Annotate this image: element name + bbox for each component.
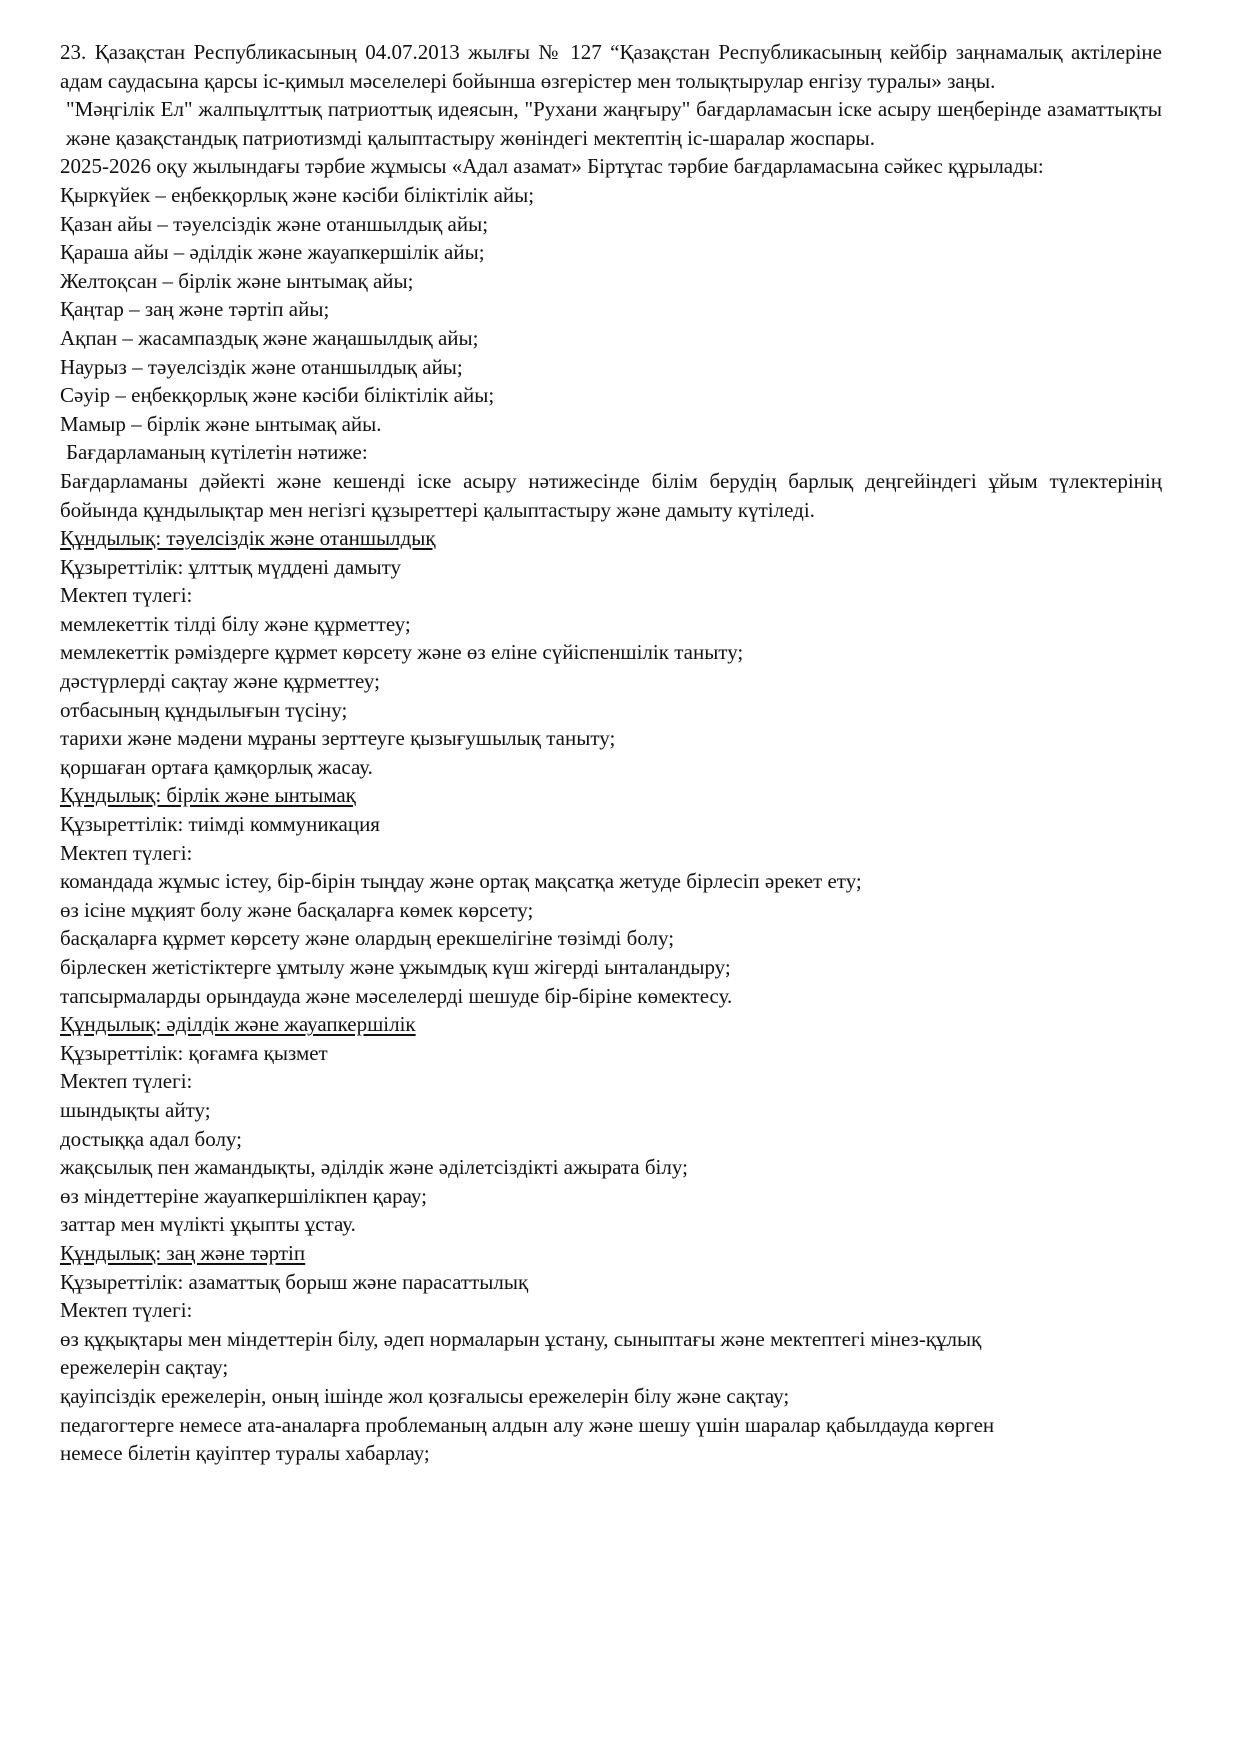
graduate-item: ережелерін сақтау;: [60, 1355, 229, 1380]
graduate-item: тарихи және мәдени мұраны зерттеуге қызығушылық таныту;: [60, 726, 616, 751]
value-section: [60, 1010, 1162, 1239]
competence-line: Құзыреттілік: азаматтық борыш және парасаттылық: [60, 1269, 529, 1294]
competence-line: Құзыреттілік: қоғамға қызмет: [60, 1040, 328, 1065]
graduate-item: дәстүрлерді сақтау және құрметтеу;: [60, 669, 380, 694]
graduate-label: Мектеп түлегі:: [60, 583, 193, 608]
value-title: Құндылық: заң және тәртіп: [60, 1240, 306, 1265]
value-title: Құндылық: бірлік және ынтымақ: [60, 783, 356, 808]
graduate-item: заттар мен мүлікті ұқыпты ұстау.: [60, 1212, 356, 1237]
month-item: Қыркүйек – еңбекқорлық және кәсіби біліктілік айы;: [60, 182, 535, 207]
document-page: [60, 38, 1162, 1468]
month-item: Қаңтар – заң және тәртіп айы;: [60, 297, 330, 322]
plan-paragraph: "Мәңгілік Ел" жалпыұлттық патриоттық идеясын, "Рухани жаңғыру" бағдарламасын іске асыру шеңберінде азаматтықты және қазақстандық патриотизмді қалыптастыру жөніндегі мектептің іс-шаралар жоспары.: [66, 97, 1162, 150]
graduate-item: мемлекеттік рәміздерге құрмет көрсету және өз еліне сүйіспеншілік таныту;: [60, 640, 744, 665]
month-item: Желтоқсан – бірлік және ынтымақ айы;: [60, 268, 414, 293]
month-item: Сәуір – еңбекқорлық және кәсіби біліктілік айы;: [60, 383, 495, 408]
graduate-item: шындықты айту;: [60, 1097, 211, 1122]
graduate-item: өз ісіне мұқият болу және басқаларға көмек көрсету;: [60, 897, 534, 922]
month-item: Қараша айы – әділдік және жауапкершілік айы;: [60, 240, 485, 265]
graduate-item: мемлекеттік тілді білу және құрметтеу;: [60, 611, 411, 636]
value-section: [60, 1239, 1162, 1468]
graduate-item: командада жұмыс істеу, бір-бірін тыңдау және ортақ мақсатқа жетуде бірлесіп әрекет ету;: [60, 869, 862, 894]
months-list: [60, 181, 1162, 438]
value-section: [60, 781, 1162, 1010]
graduate-item: тапсырмаларды орындауда және мәселелерді шешуде бір-біріне көмектесу.: [60, 983, 733, 1008]
month-item: Қазан айы – тәуелсіздік және отаншылдық айы;: [60, 211, 489, 236]
competence-line: Құзыреттілік: тиімді коммуникация: [60, 812, 380, 837]
month-item: Мамыр – бірлік және ынтымақ айы.: [60, 411, 382, 436]
graduate-item: өз міндеттеріне жауапкершілікпен қарау;: [60, 1183, 427, 1208]
value-title: Құндылық: тәуелсіздік және отаншылдық: [60, 526, 436, 551]
expected-result-heading: Бағдарламаның күтілетін нәтиже:: [66, 440, 368, 465]
graduate-item: қоршаған ортаға қамқорлық жасау.: [60, 754, 373, 779]
graduate-item: өз құқықтары мен міндеттерін білу, әдеп нормаларын ұстану, сыныптағы және мектептегі мінез-құлық: [60, 1326, 982, 1351]
graduate-item: отбасының құндылығын түсіну;: [60, 697, 348, 722]
graduate-label: Мектеп түлегі:: [60, 1298, 193, 1323]
value-section: [60, 524, 1162, 781]
graduate-item: бірлескен жетістіктерге ұмтылу және ұжымдық күш жігерді ынталандыру;: [60, 955, 731, 979]
month-item: Ақпан – жасампаздық және жаңашылдық айы;: [60, 325, 479, 350]
program-paragraph: 2025-2026 оқу жылындағы тәрбие жұмысы «Адал азамат» Біртұтас тәрбие бағдарламасына сәйкес құрылады:: [60, 154, 1044, 179]
graduate-item: басқаларға құрмет көрсету және олардың ерекшелігіне төзімді болу;: [60, 926, 675, 951]
competence-line: Құзыреттілік: ұлттық мүддені дамыту: [60, 554, 402, 579]
month-item: Наурыз – тәуелсіздік және отаншылдық айы;: [60, 354, 463, 379]
graduate-item: достыққа адал болу;: [60, 1126, 242, 1151]
graduate-item: немесе білетін қауіптер туралы хабарлау;: [60, 1441, 430, 1466]
graduate-item: жақсылық пен жамандықты, әділдік және әділетсіздікті ажырата білу;: [60, 1155, 688, 1180]
graduate-label: Мектеп түлегі:: [60, 1069, 193, 1094]
graduate-label: Мектеп түлегі:: [60, 840, 193, 865]
graduate-item: қауіпсіздік ережелерін, оның ішінде жол қозғалысы ережелерін білу және сақтау;: [60, 1383, 790, 1408]
value-title: Құндылық: әділдік және жауапкершілік: [60, 1012, 416, 1037]
law-reference-paragraph: 23. Қазақстан Республикасының 04.07.2013 жылғы № 127 “Қазақстан Республикасының кейбір заңнамалық актілеріне адам саудасына қарсы іс-қимыл мәселелері бойынша өзгерістер мен толықтырулар енгізу туралы» заңы.: [60, 40, 1162, 93]
graduate-item: педагогтерге немесе ата-аналарға проблеманың алдын алу және шешу үшін шаралар қабылдауда көрген: [60, 1412, 995, 1437]
expected-result-text: Бағдарламаны дәйекті және кешенді іске асыру нәтижесінде білім берудің барлық деңгейіндегі ұйым түлектерінің бойында құндылықтар мен негізгі құзыреттері қалыптастыру және дамыту күтіледі.: [60, 468, 1162, 522]
